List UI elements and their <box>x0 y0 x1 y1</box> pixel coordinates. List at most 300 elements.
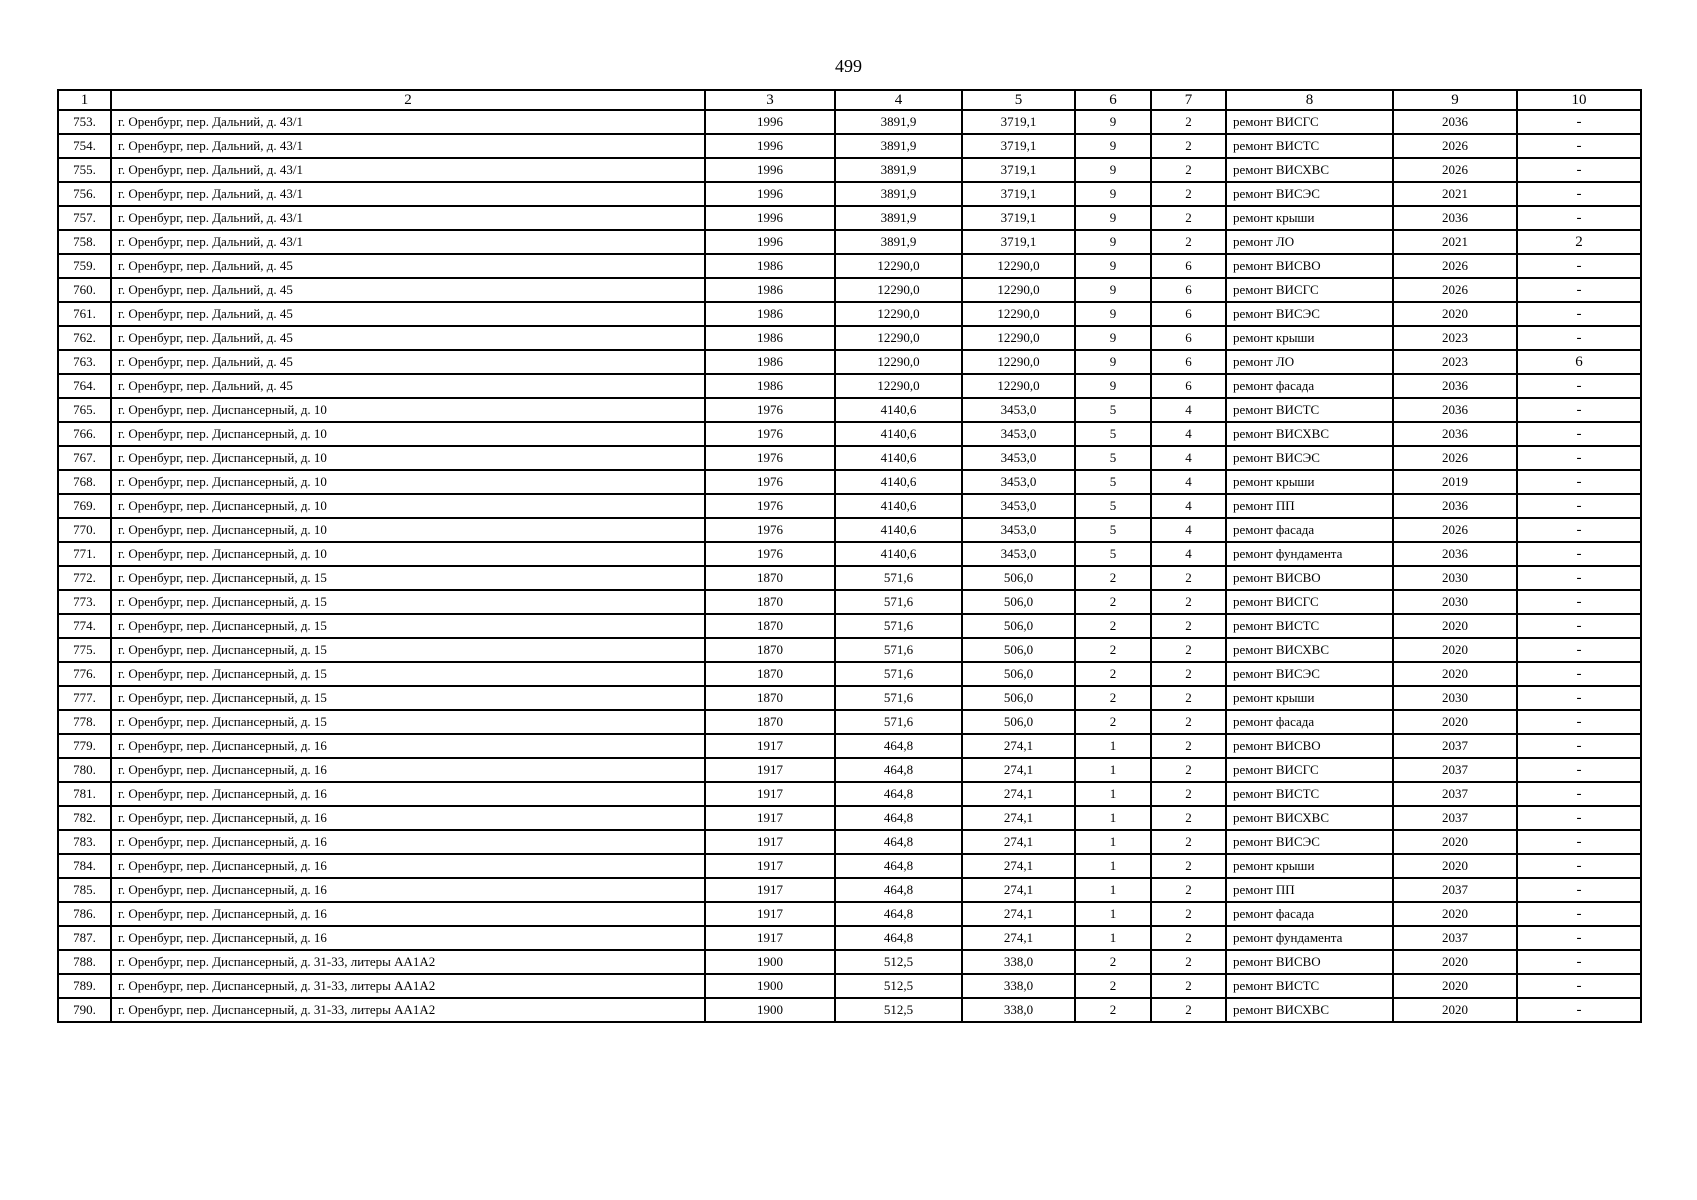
cell-entrances: 2 <box>1151 998 1226 1022</box>
cell-entrances: 2 <box>1151 830 1226 854</box>
cell-address: г. Оренбург, пер. Дальний, д. 45 <box>111 326 705 350</box>
cell-build-year: 1870 <box>705 662 835 686</box>
cell-row-number: 774. <box>58 614 111 638</box>
cell-row-number: 770. <box>58 518 111 542</box>
cell-build-year: 1986 <box>705 374 835 398</box>
cell-plan-year: 2026 <box>1393 446 1517 470</box>
cell-plan-year: 2026 <box>1393 158 1517 182</box>
cell-floors: 2 <box>1075 590 1151 614</box>
cell-living-area: 506,0 <box>962 662 1075 686</box>
table-row <box>58 182 1641 206</box>
cell-address: г. Оренбург, пер. Дальний, д. 43/1 <box>111 134 705 158</box>
cell-floors: 9 <box>1075 374 1151 398</box>
cell-plan-year: 2026 <box>1393 254 1517 278</box>
cell-address: г. Оренбург, пер. Диспансерный, д. 10 <box>111 518 705 542</box>
cell-total-area: 4140,6 <box>835 446 962 470</box>
cell-entrances: 2 <box>1151 854 1226 878</box>
column-header-3: 3 <box>705 90 835 110</box>
cell-count: - <box>1517 278 1641 302</box>
cell-living-area: 506,0 <box>962 638 1075 662</box>
cell-living-area: 3453,0 <box>962 494 1075 518</box>
cell-floors: 1 <box>1075 806 1151 830</box>
cell-count: - <box>1517 662 1641 686</box>
cell-build-year: 1917 <box>705 758 835 782</box>
cell-row-number: 776. <box>58 662 111 686</box>
cell-row-number: 763. <box>58 350 111 374</box>
cell-living-area: 274,1 <box>962 782 1075 806</box>
cell-row-number: 765. <box>58 398 111 422</box>
cell-address: г. Оренбург, пер. Диспансерный, д. 31-33, литеры АА1А2 <box>111 974 705 998</box>
cell-entrances: 2 <box>1151 806 1226 830</box>
cell-count: - <box>1517 902 1641 926</box>
cell-count: - <box>1517 326 1641 350</box>
table-row <box>58 326 1641 350</box>
table-row <box>58 662 1641 686</box>
cell-row-number: 768. <box>58 470 111 494</box>
cell-living-area: 3719,1 <box>962 206 1075 230</box>
table-row <box>58 470 1641 494</box>
cell-living-area: 506,0 <box>962 686 1075 710</box>
column-header-5: 5 <box>962 90 1075 110</box>
cell-entrances: 2 <box>1151 878 1226 902</box>
cell-work-type: ремонт фасада <box>1226 710 1393 734</box>
cell-living-area: 274,1 <box>962 902 1075 926</box>
cell-count: - <box>1517 638 1641 662</box>
cell-count: - <box>1517 734 1641 758</box>
table-row <box>58 926 1641 950</box>
cell-work-type: ремонт крыши <box>1226 206 1393 230</box>
cell-count: - <box>1517 614 1641 638</box>
cell-address: г. Оренбург, пер. Дальний, д. 43/1 <box>111 182 705 206</box>
cell-row-number: 784. <box>58 854 111 878</box>
cell-floors: 1 <box>1075 926 1151 950</box>
cell-living-area: 274,1 <box>962 926 1075 950</box>
cell-plan-year: 2036 <box>1393 374 1517 398</box>
table-row <box>58 998 1641 1022</box>
cell-entrances: 2 <box>1151 230 1226 254</box>
cell-count: - <box>1517 422 1641 446</box>
cell-floors: 2 <box>1075 974 1151 998</box>
page-number: 499 <box>835 56 862 76</box>
cell-entrances: 2 <box>1151 662 1226 686</box>
cell-build-year: 1976 <box>705 518 835 542</box>
cell-floors: 1 <box>1075 902 1151 926</box>
cell-count: - <box>1517 974 1641 998</box>
cell-plan-year: 2021 <box>1393 230 1517 254</box>
cell-plan-year: 2036 <box>1393 494 1517 518</box>
table-row <box>58 134 1641 158</box>
cell-work-type: ремонт ВИСТС <box>1226 974 1393 998</box>
cell-plan-year: 2036 <box>1393 206 1517 230</box>
cell-plan-year: 2019 <box>1393 470 1517 494</box>
cell-work-type: ремонт крыши <box>1226 686 1393 710</box>
cell-build-year: 1917 <box>705 878 835 902</box>
cell-build-year: 1976 <box>705 446 835 470</box>
cell-build-year: 1870 <box>705 638 835 662</box>
table-row <box>58 830 1641 854</box>
cell-row-number: 788. <box>58 950 111 974</box>
cell-entrances: 2 <box>1151 926 1226 950</box>
cell-entrances: 4 <box>1151 470 1226 494</box>
cell-build-year: 1870 <box>705 686 835 710</box>
cell-living-area: 12290,0 <box>962 374 1075 398</box>
cell-count: - <box>1517 998 1641 1022</box>
cell-build-year: 1917 <box>705 854 835 878</box>
table-row <box>58 758 1641 782</box>
cell-address: г. Оренбург, пер. Диспансерный, д. 16 <box>111 926 705 950</box>
cell-total-area: 4140,6 <box>835 494 962 518</box>
cell-build-year: 1917 <box>705 902 835 926</box>
cell-floors: 9 <box>1075 206 1151 230</box>
cell-address: г. Оренбург, пер. Диспансерный, д. 10 <box>111 422 705 446</box>
cell-address: г. Оренбург, пер. Дальний, д. 45 <box>111 374 705 398</box>
cell-floors: 2 <box>1075 710 1151 734</box>
cell-build-year: 1996 <box>705 110 835 134</box>
cell-row-number: 767. <box>58 446 111 470</box>
cell-floors: 2 <box>1075 662 1151 686</box>
cell-entrances: 2 <box>1151 614 1226 638</box>
cell-count: - <box>1517 254 1641 278</box>
table-row <box>58 494 1641 518</box>
cell-living-area: 506,0 <box>962 614 1075 638</box>
cell-work-type: ремонт ВИСТС <box>1226 134 1393 158</box>
cell-total-area: 464,8 <box>835 782 962 806</box>
cell-entrances: 4 <box>1151 518 1226 542</box>
cell-row-number: 769. <box>58 494 111 518</box>
cell-row-number: 787. <box>58 926 111 950</box>
cell-plan-year: 2037 <box>1393 758 1517 782</box>
table-row <box>58 158 1641 182</box>
table-row <box>58 614 1641 638</box>
cell-row-number: 789. <box>58 974 111 998</box>
cell-count: - <box>1517 566 1641 590</box>
cell-work-type: ремонт ВИСГС <box>1226 278 1393 302</box>
cell-plan-year: 2020 <box>1393 662 1517 686</box>
cell-row-number: 773. <box>58 590 111 614</box>
cell-build-year: 1986 <box>705 302 835 326</box>
cell-work-type: ремонт ВИСВО <box>1226 734 1393 758</box>
cell-plan-year: 2020 <box>1393 974 1517 998</box>
cell-total-area: 512,5 <box>835 998 962 1022</box>
cell-total-area: 4140,6 <box>835 518 962 542</box>
cell-count: - <box>1517 542 1641 566</box>
cell-floors: 2 <box>1075 566 1151 590</box>
cell-work-type: ремонт ВИСТС <box>1226 782 1393 806</box>
cell-total-area: 4140,6 <box>835 542 962 566</box>
cell-row-number: 772. <box>58 566 111 590</box>
table-row <box>58 206 1641 230</box>
cell-plan-year: 2030 <box>1393 566 1517 590</box>
cell-total-area: 4140,6 <box>835 422 962 446</box>
cell-work-type: ремонт фундамента <box>1226 542 1393 566</box>
table-row <box>58 542 1641 566</box>
cell-floors: 9 <box>1075 302 1151 326</box>
cell-address: г. Оренбург, пер. Диспансерный, д. 15 <box>111 662 705 686</box>
cell-entrances: 2 <box>1151 950 1226 974</box>
cell-count: - <box>1517 782 1641 806</box>
cell-row-number: 790. <box>58 998 111 1022</box>
cell-address: г. Оренбург, пер. Дальний, д. 45 <box>111 254 705 278</box>
cell-plan-year: 2037 <box>1393 926 1517 950</box>
cell-row-number: 786. <box>58 902 111 926</box>
table-row <box>58 230 1641 254</box>
cell-row-number: 759. <box>58 254 111 278</box>
cell-total-area: 3891,9 <box>835 110 962 134</box>
cell-total-area: 3891,9 <box>835 158 962 182</box>
cell-build-year: 1917 <box>705 782 835 806</box>
cell-living-area: 3453,0 <box>962 422 1075 446</box>
table-row <box>58 590 1641 614</box>
cell-floors: 9 <box>1075 134 1151 158</box>
cell-total-area: 4140,6 <box>835 398 962 422</box>
cell-living-area: 338,0 <box>962 998 1075 1022</box>
cell-build-year: 1976 <box>705 398 835 422</box>
cell-living-area: 3719,1 <box>962 134 1075 158</box>
cell-entrances: 2 <box>1151 782 1226 806</box>
cell-total-area: 571,6 <box>835 638 962 662</box>
cell-total-area: 571,6 <box>835 590 962 614</box>
cell-build-year: 1996 <box>705 206 835 230</box>
cell-count: - <box>1517 758 1641 782</box>
cell-count: - <box>1517 374 1641 398</box>
cell-work-type: ремонт ВИСТС <box>1226 398 1393 422</box>
cell-count: - <box>1517 854 1641 878</box>
cell-entrances: 2 <box>1151 710 1226 734</box>
cell-address: г. Оренбург, пер. Диспансерный, д. 15 <box>111 710 705 734</box>
cell-count: 6 <box>1517 350 1641 374</box>
cell-work-type: ремонт ПП <box>1226 878 1393 902</box>
cell-floors: 5 <box>1075 494 1151 518</box>
cell-total-area: 464,8 <box>835 758 962 782</box>
cell-floors: 5 <box>1075 470 1151 494</box>
cell-work-type: ремонт ВИСЭС <box>1226 182 1393 206</box>
cell-count: - <box>1517 110 1641 134</box>
cell-entrances: 6 <box>1151 350 1226 374</box>
cell-work-type: ремонт фундамента <box>1226 926 1393 950</box>
cell-work-type: ремонт фасада <box>1226 902 1393 926</box>
cell-address: г. Оренбург, пер. Дальний, д. 45 <box>111 350 705 374</box>
cell-count: - <box>1517 950 1641 974</box>
cell-living-area: 3719,1 <box>962 110 1075 134</box>
cell-total-area: 512,5 <box>835 974 962 998</box>
cell-row-number: 762. <box>58 326 111 350</box>
cell-build-year: 1976 <box>705 422 835 446</box>
table-row <box>58 566 1641 590</box>
cell-plan-year: 2026 <box>1393 134 1517 158</box>
cell-living-area: 274,1 <box>962 758 1075 782</box>
column-header-6: 6 <box>1075 90 1151 110</box>
cell-plan-year: 2026 <box>1393 278 1517 302</box>
cell-total-area: 12290,0 <box>835 374 962 398</box>
cell-count: - <box>1517 206 1641 230</box>
cell-total-area: 3891,9 <box>835 182 962 206</box>
cell-living-area: 12290,0 <box>962 302 1075 326</box>
cell-work-type: ремонт ВИСХВС <box>1226 806 1393 830</box>
cell-count: 2 <box>1517 230 1641 254</box>
cell-address: г. Оренбург, пер. Диспансерный, д. 16 <box>111 734 705 758</box>
cell-plan-year: 2021 <box>1393 182 1517 206</box>
cell-build-year: 1870 <box>705 614 835 638</box>
cell-entrances: 2 <box>1151 182 1226 206</box>
cell-entrances: 2 <box>1151 590 1226 614</box>
cell-build-year: 1870 <box>705 710 835 734</box>
column-header-8: 8 <box>1226 90 1393 110</box>
table-row <box>58 854 1641 878</box>
cell-total-area: 512,5 <box>835 950 962 974</box>
cell-living-area: 274,1 <box>962 734 1075 758</box>
cell-address: г. Оренбург, пер. Дальний, д. 43/1 <box>111 110 705 134</box>
cell-floors: 9 <box>1075 350 1151 374</box>
cell-plan-year: 2037 <box>1393 806 1517 830</box>
cell-address: г. Оренбург, пер. Диспансерный, д. 16 <box>111 902 705 926</box>
cell-address: г. Оренбург, пер. Диспансерный, д. 16 <box>111 758 705 782</box>
table-row <box>58 638 1641 662</box>
cell-address: г. Оренбург, пер. Диспансерный, д. 15 <box>111 566 705 590</box>
cell-count: - <box>1517 158 1641 182</box>
cell-row-number: 755. <box>58 158 111 182</box>
table-row <box>58 422 1641 446</box>
cell-count: - <box>1517 710 1641 734</box>
cell-address: г. Оренбург, пер. Диспансерный, д. 16 <box>111 782 705 806</box>
cell-living-area: 3719,1 <box>962 182 1075 206</box>
cell-build-year: 1986 <box>705 326 835 350</box>
cell-entrances: 2 <box>1151 158 1226 182</box>
table-row <box>58 950 1641 974</box>
cell-address: г. Оренбург, пер. Диспансерный, д. 16 <box>111 854 705 878</box>
cell-build-year: 1986 <box>705 350 835 374</box>
cell-plan-year: 2036 <box>1393 542 1517 566</box>
cell-build-year: 1976 <box>705 494 835 518</box>
cell-entrances: 6 <box>1151 302 1226 326</box>
cell-entrances: 2 <box>1151 902 1226 926</box>
cell-build-year: 1900 <box>705 998 835 1022</box>
cell-floors: 2 <box>1075 614 1151 638</box>
cell-address: г. Оренбург, пер. Диспансерный, д. 15 <box>111 638 705 662</box>
cell-row-number: 783. <box>58 830 111 854</box>
cell-entrances: 4 <box>1151 542 1226 566</box>
cell-row-number: 756. <box>58 182 111 206</box>
header-row <box>58 90 1641 110</box>
cell-total-area: 571,6 <box>835 566 962 590</box>
cell-plan-year: 2036 <box>1393 422 1517 446</box>
table-row <box>58 734 1641 758</box>
table-row <box>58 374 1641 398</box>
cell-address: г. Оренбург, пер. Диспансерный, д. 16 <box>111 830 705 854</box>
table-header <box>58 90 1641 110</box>
table-row <box>58 278 1641 302</box>
table-row <box>58 902 1641 926</box>
cell-floors: 9 <box>1075 110 1151 134</box>
cell-row-number: 754. <box>58 134 111 158</box>
cell-entrances: 2 <box>1151 758 1226 782</box>
table-row <box>58 686 1641 710</box>
cell-count: - <box>1517 518 1641 542</box>
cell-work-type: ремонт крыши <box>1226 326 1393 350</box>
cell-entrances: 2 <box>1151 734 1226 758</box>
cell-build-year: 1900 <box>705 950 835 974</box>
cell-address: г. Оренбург, пер. Диспансерный, д. 10 <box>111 470 705 494</box>
cell-row-number: 777. <box>58 686 111 710</box>
cell-entrances: 4 <box>1151 446 1226 470</box>
cell-address: г. Оренбург, пер. Диспансерный, д. 10 <box>111 398 705 422</box>
cell-row-number: 780. <box>58 758 111 782</box>
cell-floors: 9 <box>1075 158 1151 182</box>
cell-entrances: 2 <box>1151 110 1226 134</box>
cell-build-year: 1996 <box>705 230 835 254</box>
cell-row-number: 771. <box>58 542 111 566</box>
cell-floors: 5 <box>1075 422 1151 446</box>
cell-address: г. Оренбург, пер. Дальний, д. 45 <box>111 278 705 302</box>
column-header-10: 10 <box>1517 90 1641 110</box>
cell-total-area: 464,8 <box>835 926 962 950</box>
cell-entrances: 2 <box>1151 974 1226 998</box>
cell-work-type: ремонт ЛО <box>1226 230 1393 254</box>
cell-work-type: ремонт фасада <box>1226 374 1393 398</box>
cell-build-year: 1986 <box>705 278 835 302</box>
cell-floors: 5 <box>1075 446 1151 470</box>
cell-work-type: ремонт ВИСЭС <box>1226 446 1393 470</box>
cell-count: - <box>1517 806 1641 830</box>
cell-total-area: 3891,9 <box>835 230 962 254</box>
cell-plan-year: 2020 <box>1393 854 1517 878</box>
cell-entrances: 4 <box>1151 494 1226 518</box>
cell-work-type: ремонт ВИСГС <box>1226 758 1393 782</box>
cell-work-type: ремонт ВИСВО <box>1226 254 1393 278</box>
cell-count: - <box>1517 134 1641 158</box>
table-row <box>58 806 1641 830</box>
cell-living-area: 338,0 <box>962 974 1075 998</box>
table-row <box>58 254 1641 278</box>
cell-plan-year: 2023 <box>1393 350 1517 374</box>
cell-plan-year: 2020 <box>1393 638 1517 662</box>
cell-total-area: 464,8 <box>835 734 962 758</box>
cell-living-area: 12290,0 <box>962 350 1075 374</box>
cell-address: г. Оренбург, пер. Дальний, д. 45 <box>111 302 705 326</box>
cell-work-type: ремонт ВИСХВС <box>1226 638 1393 662</box>
cell-entrances: 2 <box>1151 566 1226 590</box>
cell-plan-year: 2037 <box>1393 878 1517 902</box>
cell-total-area: 12290,0 <box>835 278 962 302</box>
column-header-9: 9 <box>1393 90 1517 110</box>
cell-entrances: 2 <box>1151 134 1226 158</box>
cell-count: - <box>1517 398 1641 422</box>
cell-total-area: 464,8 <box>835 902 962 926</box>
cell-row-number: 757. <box>58 206 111 230</box>
cell-address: г. Оренбург, пер. Диспансерный, д. 16 <box>111 878 705 902</box>
cell-floors: 9 <box>1075 254 1151 278</box>
cell-total-area: 571,6 <box>835 686 962 710</box>
cell-build-year: 1917 <box>705 830 835 854</box>
cell-plan-year: 2020 <box>1393 998 1517 1022</box>
cell-entrances: 6 <box>1151 254 1226 278</box>
cell-row-number: 764. <box>58 374 111 398</box>
cell-total-area: 12290,0 <box>835 254 962 278</box>
cell-count: - <box>1517 830 1641 854</box>
cell-entrances: 2 <box>1151 686 1226 710</box>
cell-total-area: 12290,0 <box>835 326 962 350</box>
column-header-4: 4 <box>835 90 962 110</box>
cell-living-area: 506,0 <box>962 590 1075 614</box>
cell-row-number: 758. <box>58 230 111 254</box>
cell-entrances: 2 <box>1151 206 1226 230</box>
table-row <box>58 350 1641 374</box>
cell-count: - <box>1517 494 1641 518</box>
cell-address: г. Оренбург, пер. Диспансерный, д. 10 <box>111 446 705 470</box>
cell-address: г. Оренбург, пер. Диспансерный, д. 15 <box>111 686 705 710</box>
cell-total-area: 4140,6 <box>835 470 962 494</box>
cell-address: г. Оренбург, пер. Диспансерный, д. 16 <box>111 806 705 830</box>
cell-plan-year: 2020 <box>1393 302 1517 326</box>
